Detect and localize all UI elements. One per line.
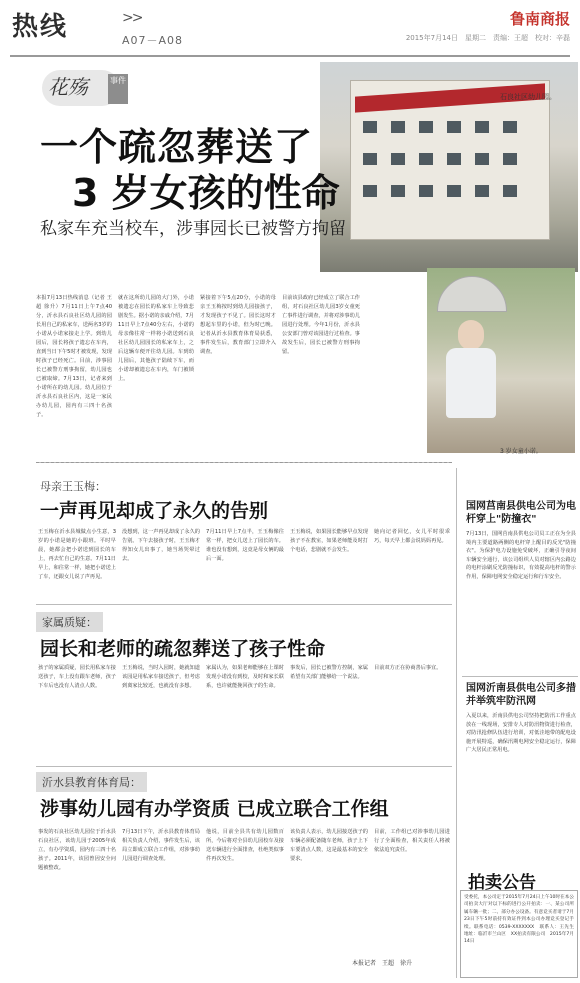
- article-column: 她向记者回忆，女儿平时很乖巧，每天早上都会说妈妈再见。: [374, 529, 450, 544]
- article-column: 紧接着下午5点20分，小诺的母亲王玉梅按时到幼儿园接孩子，才发现孩子不见了。园长这时才想起车里的小诺，但为时已晚。记者从沂水县教育体育局获悉，事件发生后，教育部门立即介入调查。: [200, 295, 276, 355]
- sidebar-rule: [462, 676, 578, 677]
- article-column: 目前，工作组已对涉事幼儿园进行了全面检查，相关责任人将被依法追究责任。: [374, 829, 450, 853]
- section-divider: [36, 766, 452, 767]
- kicker-text: 花殇: [48, 75, 88, 99]
- article-column: 目前该县政府已经成立了联合工作组，对石良社区幼儿园3岁女童死亡事件进行调查，并将对涉事幼儿园进行处理。今年1月份，沂水县公安部门曾对该园进行过检查。事故发生后，园长已被警方刑事拘留。: [282, 295, 360, 355]
- section-divider: [36, 462, 452, 463]
- photo-caption: 3 岁女童小诺。: [500, 448, 542, 455]
- header-divider: [10, 55, 570, 57]
- main-subhead: 私家车充当校车，涉事园长已被警方拘留: [40, 219, 346, 239]
- page-range: A07－A08: [122, 34, 184, 47]
- section-divider: [36, 604, 452, 605]
- section-label: 沂水县教育体育局：: [36, 772, 147, 792]
- section-title: 热线: [12, 12, 69, 42]
- article-column: 7月13日下午，沂水县教育体育局相关负责人介绍，事件发生后，该局立即成立联合工作组，对涉事幼儿园进行调查处理。: [122, 829, 200, 862]
- article-column: 就在这所幼儿园的大门外，小诺被遗忘在园长的私家车上导致悲剧发生。据小诺的亲戚介绍，7月11日早上7点40分左右，小诺的母亲像往常一样将小诺送到石良社区幼儿园园长的私家车上，之后这辆车便开往幼儿园。车到幼儿园后，其他孩子陆续下车，而小诺却被遗忘在车内，车门被锁上。: [118, 295, 194, 382]
- article-column: 7月11日早上7点半，王玉梅像往常一样，把女儿送上了园长的车。谁也没有想到，这竟是母女俩的最后一面。: [206, 529, 284, 562]
- child-body: [446, 348, 496, 418]
- section-headline: 一声再见却成了永久的告别: [40, 500, 269, 522]
- double-chevron-icon: >>: [122, 10, 142, 26]
- sidebar-article: 7月13日，国网莒南县供电公司员工正在为全县境内主要道路两侧的电杆穿上醒目的反光"防撞衣"。为保护电力设施免受破坏，正确引导夜间车辆安全通行，该公司组织人员对辖区内公路边的电杆涂刷反光防撞标识，有效提高电杆的警示作用，保障电网安全稳定运行和行车安全。: [466, 531, 576, 580]
- sidebar-divider: [456, 468, 457, 978]
- article-column: 王玉梅在沂水县城做点小生意，3岁的小诺是她的小跟班。平时早晨，她都会把小诺送到园长的车上，再去忙自己的生意。7月11日早上，和往常一样，她把小诺送上了车，还跟女儿说了声再见。: [38, 529, 116, 580]
- article-column: 事发的石良社区幼儿园位于沂水县石良社区，该幼儿园于2005年成立，有办学资质，园内有三四十名孩子。2011年，该园曾因安全问题被整改。: [38, 829, 116, 871]
- sidebar-headline: 国网沂南县供电公司多措并举筑牢防汛网: [466, 683, 576, 707]
- photo-caption: 石良社区幼儿园。: [500, 93, 556, 101]
- main-headline: 一个疏忽葬送了: [40, 125, 314, 169]
- sidebar-headline: 国网莒南县供电公司为电杆穿上"防撞衣": [466, 501, 576, 525]
- article-column: 事发后，园长已被警方控制，家属希望有关部门能够给一个说法。: [290, 665, 368, 680]
- article-column: 没想到，这一声再见却成了永久的告别。下午去接孩子时，王玉梅才得知女儿出事了，她当场哭晕过去。: [122, 529, 200, 562]
- article-column: 目前双方正在协商善后事宜。: [374, 665, 442, 671]
- byline: 本报记者 王超 徐升: [352, 960, 413, 967]
- article-column: 他说，目前全县共有幼儿园数百所，今后将对全县幼儿园校车及接送车辆进行全面排查，杜绝类似事件再次发生。: [206, 829, 284, 862]
- article-column: 王玉梅说，如果园长能够早点发现孩子不在教室，如果老师能及时打个电话，悲剧就不会发生。: [290, 529, 368, 553]
- article-column: 家属认为，如果老师能够在上课时发现小诺没有到校，及时和家长联系，也许就能挽回孩子的生命。: [206, 665, 284, 689]
- child-face: [458, 320, 484, 350]
- section-headline: 涉事幼儿园有办学资质 已成立联合工作组: [40, 798, 389, 820]
- newspaper-name: 鲁南商报: [509, 10, 570, 28]
- issue-meta: 2015年7月14日 星期二 责编：王超 校对：辛磊: [405, 34, 570, 42]
- notice-body: 受委托，本公司定于2015年7月24日上午10时在本公司拍卖大厅对以下标的进行公开拍卖：一、某公司所属车辆一批；二、部分办公设备。有意竞买者请于7月23日下午5时前持有效证件到本公司办理竞买登记手续。联系电话：0539-XXXXXXX 联系人：王先生 地址：临沂市兰山区 XX拍卖有限公司 2015年7月14日: [464, 895, 579, 945]
- article-column: 孩子的家属质疑，园长用私家车接送孩子，车上没有跟车老师，孩子下车后也没有人清点人数。: [38, 665, 116, 689]
- auction-notice: [460, 890, 578, 978]
- section-label: 母亲王玉梅：: [40, 480, 106, 493]
- article-column: 该负责人表示，幼儿园接送孩子的车辆必须配备随车老师，孩子上下车要清点人数，这是最基本的安全要求。: [290, 829, 368, 862]
- section-headline: 园长和老师的疏忽葬送了孩子性命: [40, 638, 326, 660]
- article-column: 王玉梅说，当时入园时，她就知道该园是用私家车接送孩子，但考虑到离家比较近，也就没有多想。: [122, 665, 200, 689]
- main-headline-line2: 3 岁女孩的性命: [72, 171, 340, 215]
- kicker-tag: 事件: [108, 74, 128, 104]
- article-column: 本报7月13日热线消息（记者 王超 徐升）7月11日上午7点40分，沂水县石良社区幼儿园的园长用自己的私家车，送两名3岁的小诺从小诺家接走上学。到幼儿园后，园长将孩子遗忘在车内，直到当日下午5时才被发现，发现时孩子已经死亡。目前，涉事园长已被警方刑事拘留，幼儿园也已被取缔。7月13日，记者来到小诺所在的幼儿园。幼儿园位于沂水县石良社区内，这是一家民办幼儿园，园内有三四十名孩子。: [36, 295, 112, 418]
- notice-title: 拍卖公告: [468, 873, 536, 893]
- sidebar-article: 入夏以来，沂南县供电公司坚持把防汛工作重点放在一线现场，安排专人对防汛物资进行检查，对防汛抢修队伍进行培训，对低洼地带的配电设施开展特巡，确保汛期电网安全稳定运行，保障广大居民正常用电。: [466, 713, 576, 754]
- section-label: 家属质疑：: [36, 612, 103, 632]
